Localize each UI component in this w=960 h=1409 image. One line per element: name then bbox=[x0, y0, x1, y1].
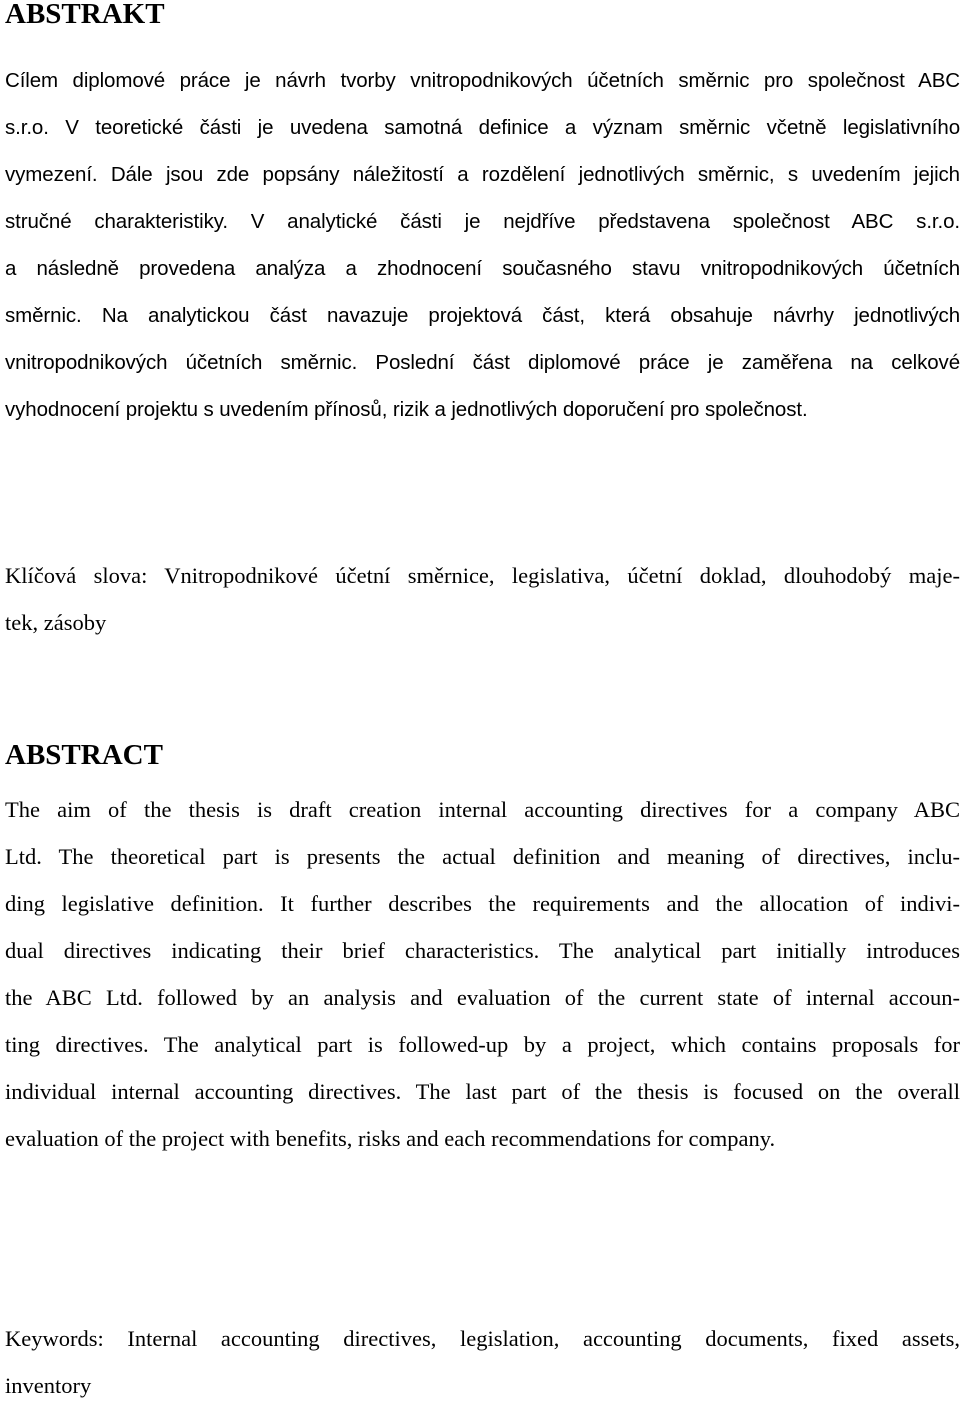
abstract-line: Ltd. The theoretical part is presents the actual definition and meaning of directives, inclu- bbox=[5, 844, 960, 869]
abstrakt-line: vnitropodnikových účetních směrnic. Poslední část diplomové práce je zaměřena na celkové bbox=[5, 351, 960, 374]
abstract-line: individual internal accounting directives. The last part of the thesis is focused on the overall bbox=[5, 1079, 960, 1104]
abstrakt-line: vyhodnocení projektu s uvedením přínosů, rizik a jednotlivých doporučení pro společnost. bbox=[5, 398, 808, 421]
keywords-line: Keywords: Internal accounting directives, legislation, accounting documents, fixed assets, bbox=[5, 1326, 960, 1351]
abstract-paragraph bbox=[5, 786, 960, 1162]
abstrakt-heading: ABSTRAKT bbox=[5, 0, 165, 30]
abstract-line: The aim of the thesis is draft creation internal accounting directives for a company ABC bbox=[5, 797, 960, 822]
klicova-slova-line: Klíčová slova: Vnitropodnikové účetní směrnice, legislativa, účetní doklad, dlouhodobý maje- bbox=[5, 563, 960, 588]
keywords-paragraph bbox=[5, 1315, 960, 1409]
abstrakt-line: stručné charakteristiky. V analytické části je nejdříve představena společnost ABC s.r.o. bbox=[5, 210, 960, 233]
abstract-line: evaluation of the project with benefits, risks and each recommendations for company. bbox=[5, 1126, 776, 1151]
klicova-slova-line: tek, zásoby bbox=[5, 610, 107, 635]
keywords-line: inventory bbox=[5, 1373, 92, 1398]
abstrakt-line: vymezení. Dále jsou zde popsány náležitostí a rozdělení jednotlivých směrnic, s uvedením jejich bbox=[5, 163, 960, 186]
abstract-line: dual directives indicating their brief characteristics. The analytical part initially introduces bbox=[5, 938, 960, 963]
abstrakt-paragraph bbox=[5, 57, 960, 433]
abstract-line: ding legislative definition. It further describes the requirements and the allocation of indivi- bbox=[5, 891, 960, 916]
abstract-line: ting directives. The analytical part is followed-up by a project, which contains proposals for bbox=[5, 1032, 960, 1057]
abstrakt-line: směrnic. Na analytickou část navazuje projektová část, která obsahuje návrhy jednotlivých bbox=[5, 304, 960, 327]
abstract-line: the ABC Ltd. followed by an analysis and evaluation of the current state of internal accoun- bbox=[5, 985, 960, 1010]
abstrakt-line: Cílem diplomové práce je návrh tvorby vnitropodnikových účetních směrnic pro společnost ABC bbox=[5, 69, 960, 92]
abstrakt-line: a následně provedena analýza a zhodnocení současného stavu vnitropodnikových účetních bbox=[5, 257, 960, 280]
abstrakt-line: s.r.o. V teoretické části je uvedena samotná definice a význam směrnic včetně legislativního bbox=[5, 116, 960, 139]
klicova-slova-paragraph bbox=[5, 552, 960, 646]
abstract-heading: ABSTRACT bbox=[5, 739, 163, 771]
